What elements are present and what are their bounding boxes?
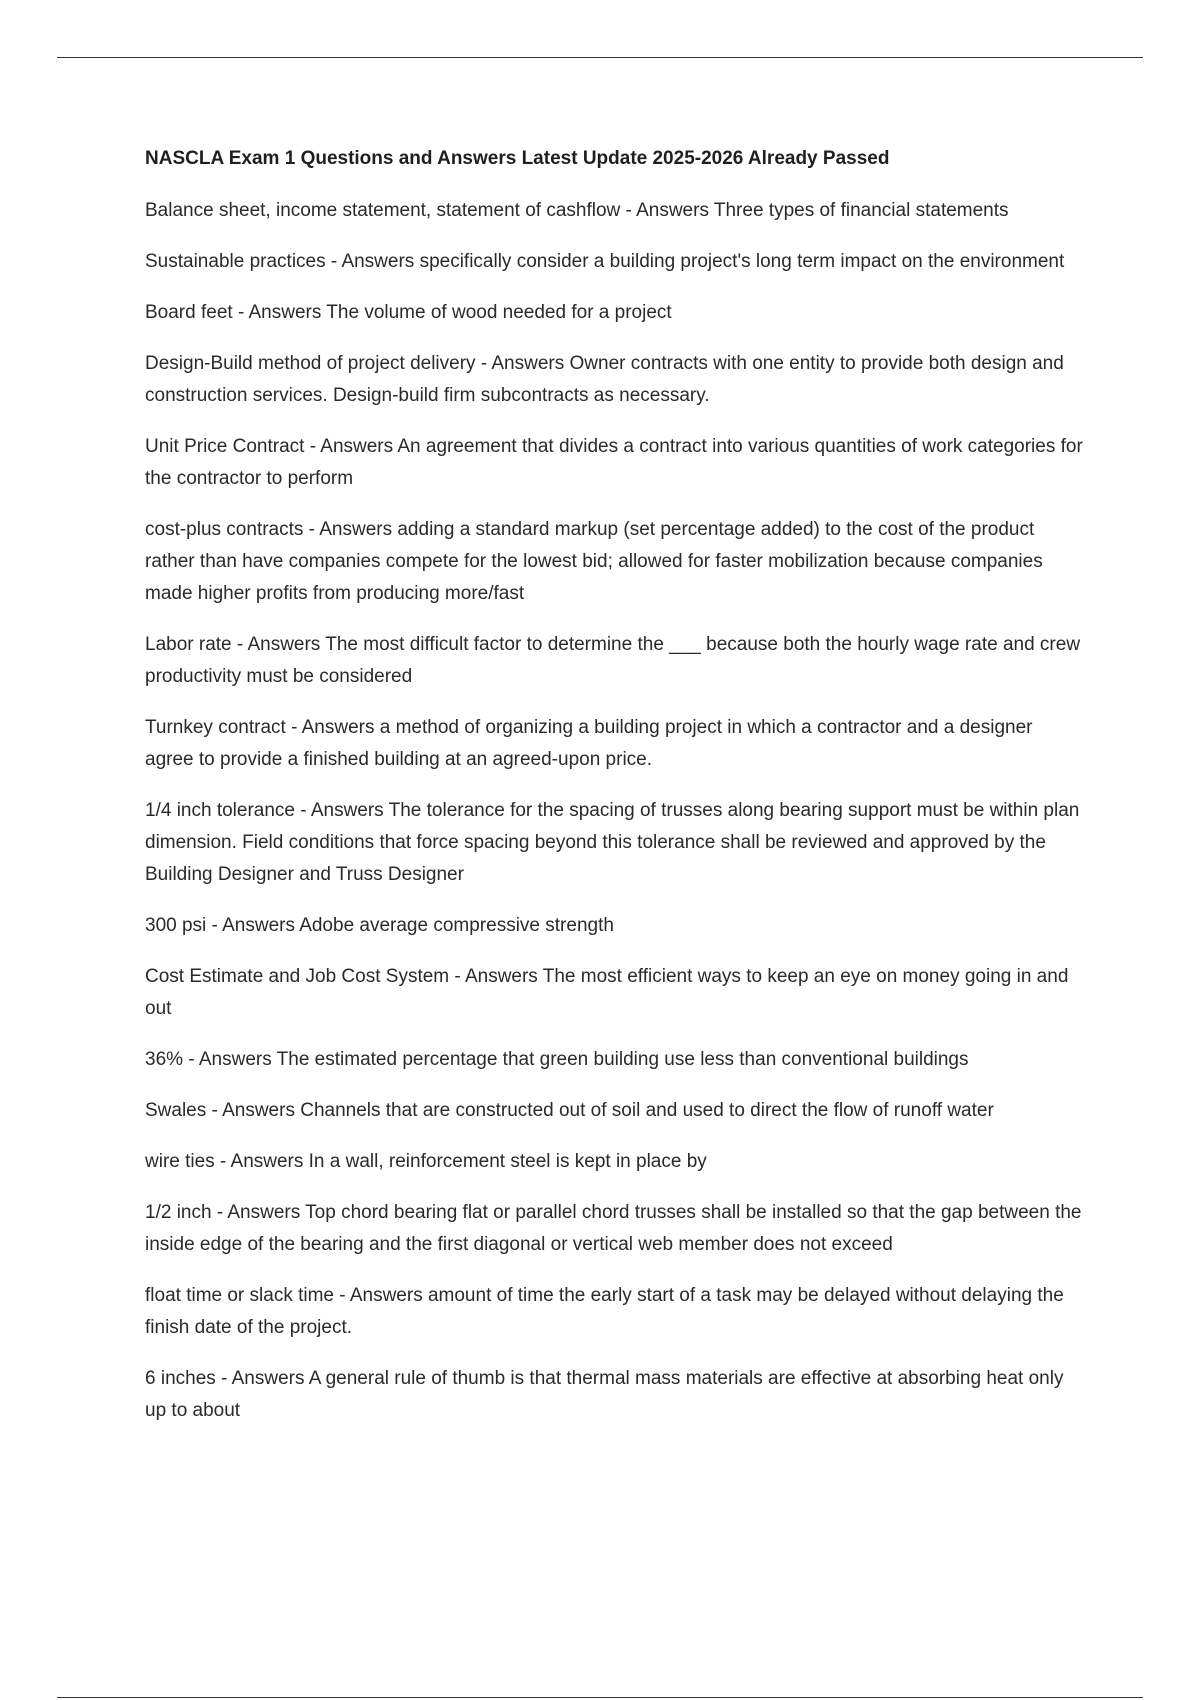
qa-item: 1/2 inch - Answers Top chord bearing flat or parallel chord trusses shall be installed so that the gap between the inside edge of the bearing and the first diagonal or vertical web member does not exceed [145, 1202, 1082, 1255]
qa-list [145, 195, 1085, 1427]
qa-item: Cost Estimate and Job Cost System - Answers The most efficient ways to keep an eye on money going in and out [145, 966, 1069, 1019]
qa-item: 36% - Answers The estimated percentage that green building use less than conventional buildings [145, 1049, 969, 1070]
qa-item: wire ties - Answers In a wall, reinforcement steel is kept in place by [145, 1151, 707, 1172]
qa-item: Balance sheet, income statement, statement of cashflow - Answers Three types of financial statements [145, 200, 1009, 221]
header-rule [57, 57, 1143, 58]
qa-item: Unit Price Contract - Answers An agreement that divides a contract into various quantities of work categories for the contractor to perform [145, 436, 1083, 489]
qa-item: Design-Build method of project delivery - Answers Owner contracts with one entity to provide both design and construction services. Design-build firm subcontracts as necessary. [145, 353, 1064, 406]
qa-item: cost-plus contracts - Answers adding a standard markup (set percentage added) to the cost of the product rather than have companies compete for the lowest bid; allowed for faster mobilization because companies made higher profits from producing more/fast [145, 519, 1043, 604]
qa-item: float time or slack time - Answers amount of time the early start of a task may be delayed without delaying the finish date of the project. [145, 1285, 1064, 1338]
qa-item: Board feet - Answers The volume of wood needed for a project [145, 302, 672, 323]
qa-item: 1/4 inch tolerance - Answers The tolerance for the spacing of trusses along bearing support must be within plan dimension. Field conditions that force spacing beyond this tolerance shall be reviewed and approved by the Building Designer and Truss Designer [145, 800, 1080, 885]
qa-item: 6 inches - Answers A general rule of thumb is that thermal mass materials are effective at absorbing heat only up to about [145, 1368, 1064, 1421]
qa-item: 300 psi - Answers Adobe average compressive strength [145, 915, 614, 936]
document-title: NASCLA Exam 1 Questions and Answers Latest Update 2025-2026 Already Passed [145, 148, 890, 169]
document-body [145, 146, 1085, 1446]
qa-item: Swales - Answers Channels that are constructed out of soil and used to direct the flow of runoff water [145, 1100, 994, 1121]
qa-item: Turnkey contract - Answers a method of organizing a building project in which a contractor and a designer agree to provide a finished building at an agreed-upon price. [145, 717, 1033, 770]
qa-item: Sustainable practices - Answers specifically consider a building project's long term impact on the environment [145, 251, 1065, 272]
qa-item: Labor rate - Answers The most difficult factor to determine the ___ because both the hourly wage rate and crew productivity must be considered [145, 634, 1081, 687]
footer-rule [57, 1697, 1143, 1698]
